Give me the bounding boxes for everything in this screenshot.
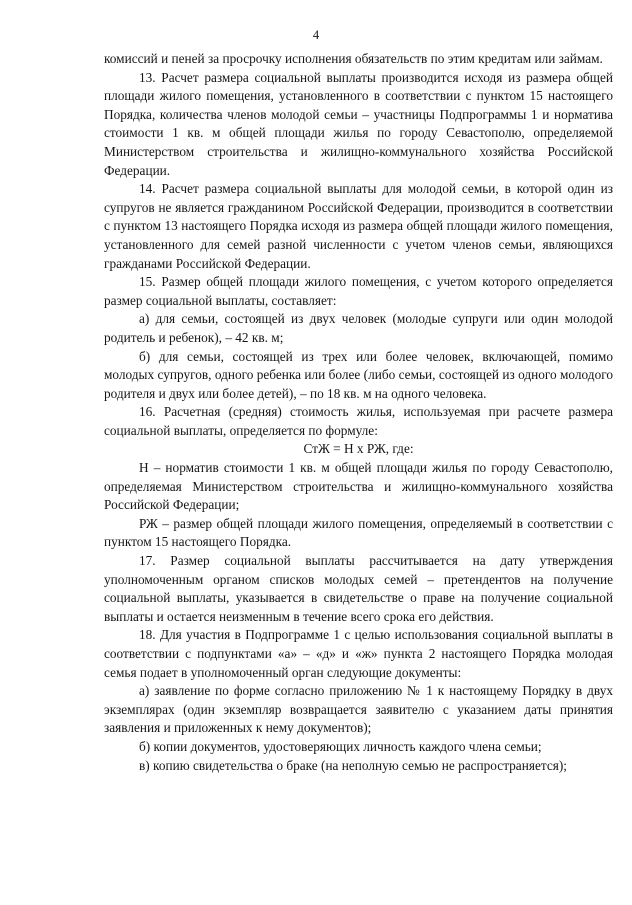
paragraph-item-18v: в) копию свидетельства о браке (на неполную семью не распространяется); <box>139 757 567 773</box>
page-number: 4 <box>312 28 320 42</box>
paragraph-definition-n: Н – норматив стоимости 1 кв. м общей площади жилья по городу Севастополю, определяемая Министерством строительства и жилищно-коммунального хозяйства Российской Федерации; <box>104 460 613 513</box>
paragraph-item-18: 18. Для участия в Подпрограмме 1 с целью использования социальной выплаты в соответствии с подпунктами «а» – «д» и «ж» пункта 2 настоящего Порядка молодая семья подает в уполномоченный орган следующие документы: <box>104 627 613 680</box>
paragraph-item-16: 16. Расчетная (средняя) стоимость жилья, используемая при расчете размера социальной выплаты, определяется по формуле: <box>104 404 613 438</box>
document-body <box>104 50 613 775</box>
paragraph-item-14: 14. Расчет размера социальной выплаты для молодой семьи, в которой один из супругов не является гражданином Российской Федерации, производится в соответствии с пунктом 13 настоящего Порядка исходя из размера общей площади жилого помещения, установленного для семей разной численности с учетом членов семьи, являющихся гражданами Российской Федерации. <box>104 181 613 271</box>
paragraph-item-18a: а) заявление по форме согласно приложению № 1 к настоящему Порядку в двух экземплярах (один экземпляр возвращается заявителю с указанием даты принятия заявления и приложенных к нему документов); <box>104 683 613 736</box>
paragraph-item-15a: а) для семьи, состоящей из двух человек (молодые супруги или один молодой родитель и ребенок), – 42 кв. м; <box>104 311 613 345</box>
paragraph-item-15: 15. Размер общей площади жилого помещения, с учетом которого определяется размер социальной выплаты, составляет: <box>104 274 613 308</box>
paragraph-definition-rzh: РЖ – размер общей площади жилого помещения, определяемый в соответствии с пунктом 15 настоящего Порядка. <box>104 515 613 550</box>
paragraph-continuation: комиссий и пеней за просрочку исполнения обязательств по этим кредитам или займам. <box>104 51 603 66</box>
paragraph-item-18b: б) копии документов, удостоверяющих личность каждого члена семьи; <box>139 738 542 754</box>
paragraph-item-15b: б) для семьи, состоящей из трех или более человек, включающей, помимо молодых супругов, одного ребенка или более (либо семьи, состоящей из одного молодого родителя и двух или более детей), – по 18 кв. м на одного человека. <box>104 348 613 401</box>
paragraph-item-17: 17. Размер социальной выплаты рассчитывается на дату утверждения уполномоченным органом списков молодых семей – претендентов на получение социальной выплаты, указывается в свидетельстве о праве на получение социальной выплаты и остается неизменным в течение всего срока его действия. <box>104 553 613 624</box>
formula: СтЖ = Н х РЖ, где: <box>303 441 414 457</box>
paragraph-item-13: 13. Расчет размера социальной выплаты производится исходя из размера общей площади жилого помещения, установленного в соответствии с пунктом 15 настоящего Порядка, количества членов молодой семьи – участницы Подпрограммы 1 и норматива стоимости 1 кв. м общей площади жилья по городу Севастополю, определяемой Министерством строительства и жилищно-коммунального хозяйства Российской Федерации. <box>104 69 613 178</box>
